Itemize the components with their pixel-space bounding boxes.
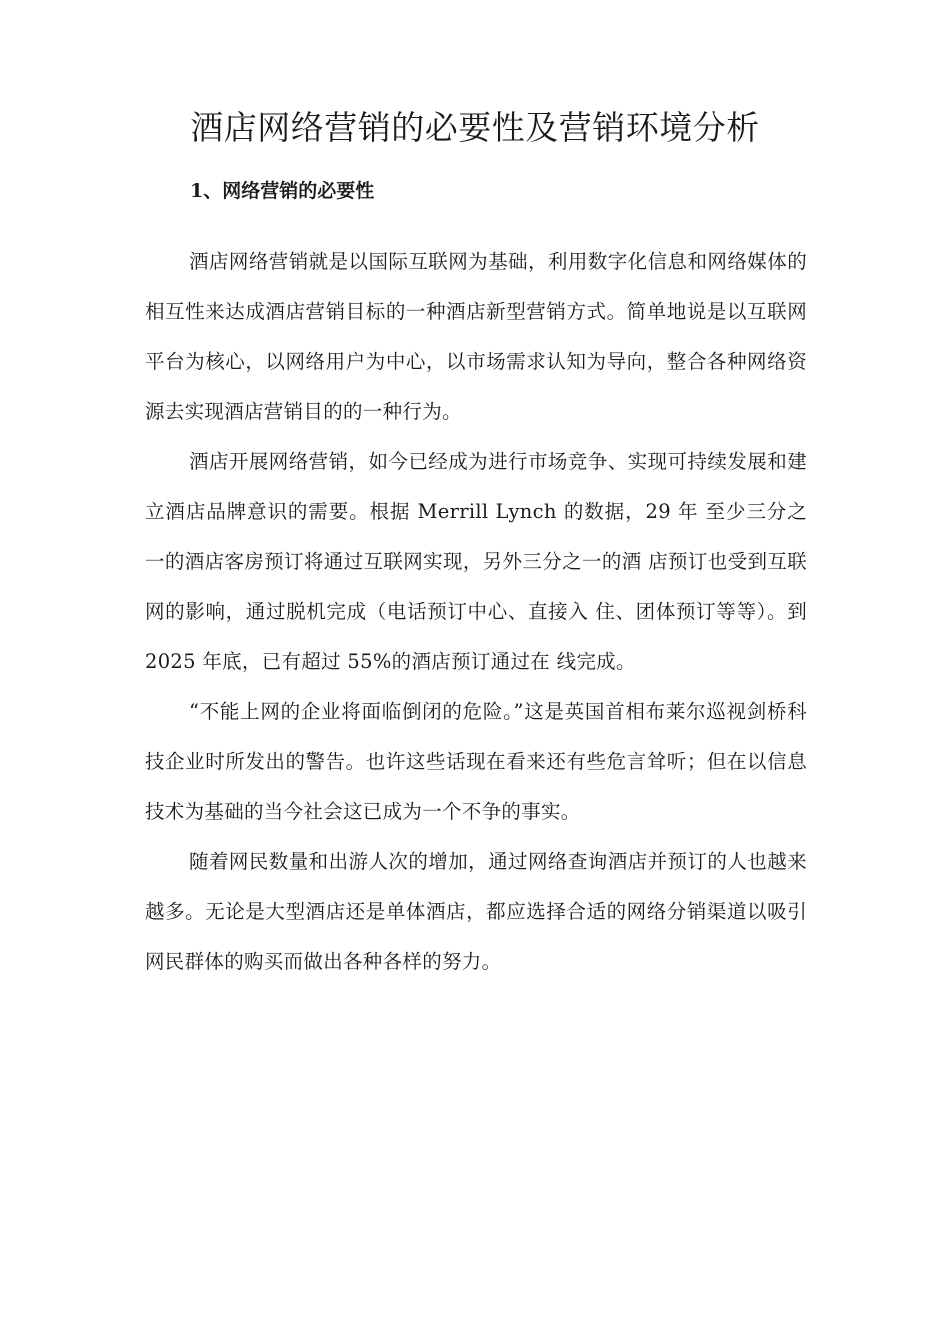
paragraph-2: 酒店开展网络营销，如今已经成为进行市场竞争、实现可持续发展和建立酒店品牌意识的需要。根据 Merrill Lynch 的数据，29 年 至少三分之一的酒店客房预订将通过互联网实现，另外三分之一的酒 店预订也受到互联网的影响，通过脱机完成（电话预订中心、直接入 住、团体预订等等）。到 2025 年底，已有超过 55%的酒店预订通过在 线完成。	[145, 450, 807, 673]
paragraph-3: “不能上网的企业将面临倒闭的危险。”这是英国首相布莱尔巡视剑桥科技企业时所发出的警告。也许这些话现在看来还有些危言耸听；但在以信息技术为基础的当今社会这已成为一个不争的事实。	[145, 700, 807, 823]
paragraph-1: 酒店网络营销就是以国际互联网为基础，利用数字化信息和网络媒体的相互性来达成酒店营销目标的一种酒店新型营销方式。简单地说是以互联网平台为核心，以网络用户为中心，以市场需求认知为导向，整合各种网络资源去实现酒店营销目的的一种行为。	[145, 250, 807, 423]
body-text	[145, 237, 807, 987]
paragraph-4: 随着网民数量和出游人次的增加，通过网络查询酒店并预订的人也越来越多。无论是大型酒店还是单体酒店，都应选择合适的网络分销渠道以吸引网民群体的购买而做出各种各样的努力。	[145, 850, 807, 973]
section-heading: 1、网络营销的必要性	[190, 180, 375, 202]
document-title: 酒店网络营销的必要性及营销环境分析	[190, 108, 760, 147]
